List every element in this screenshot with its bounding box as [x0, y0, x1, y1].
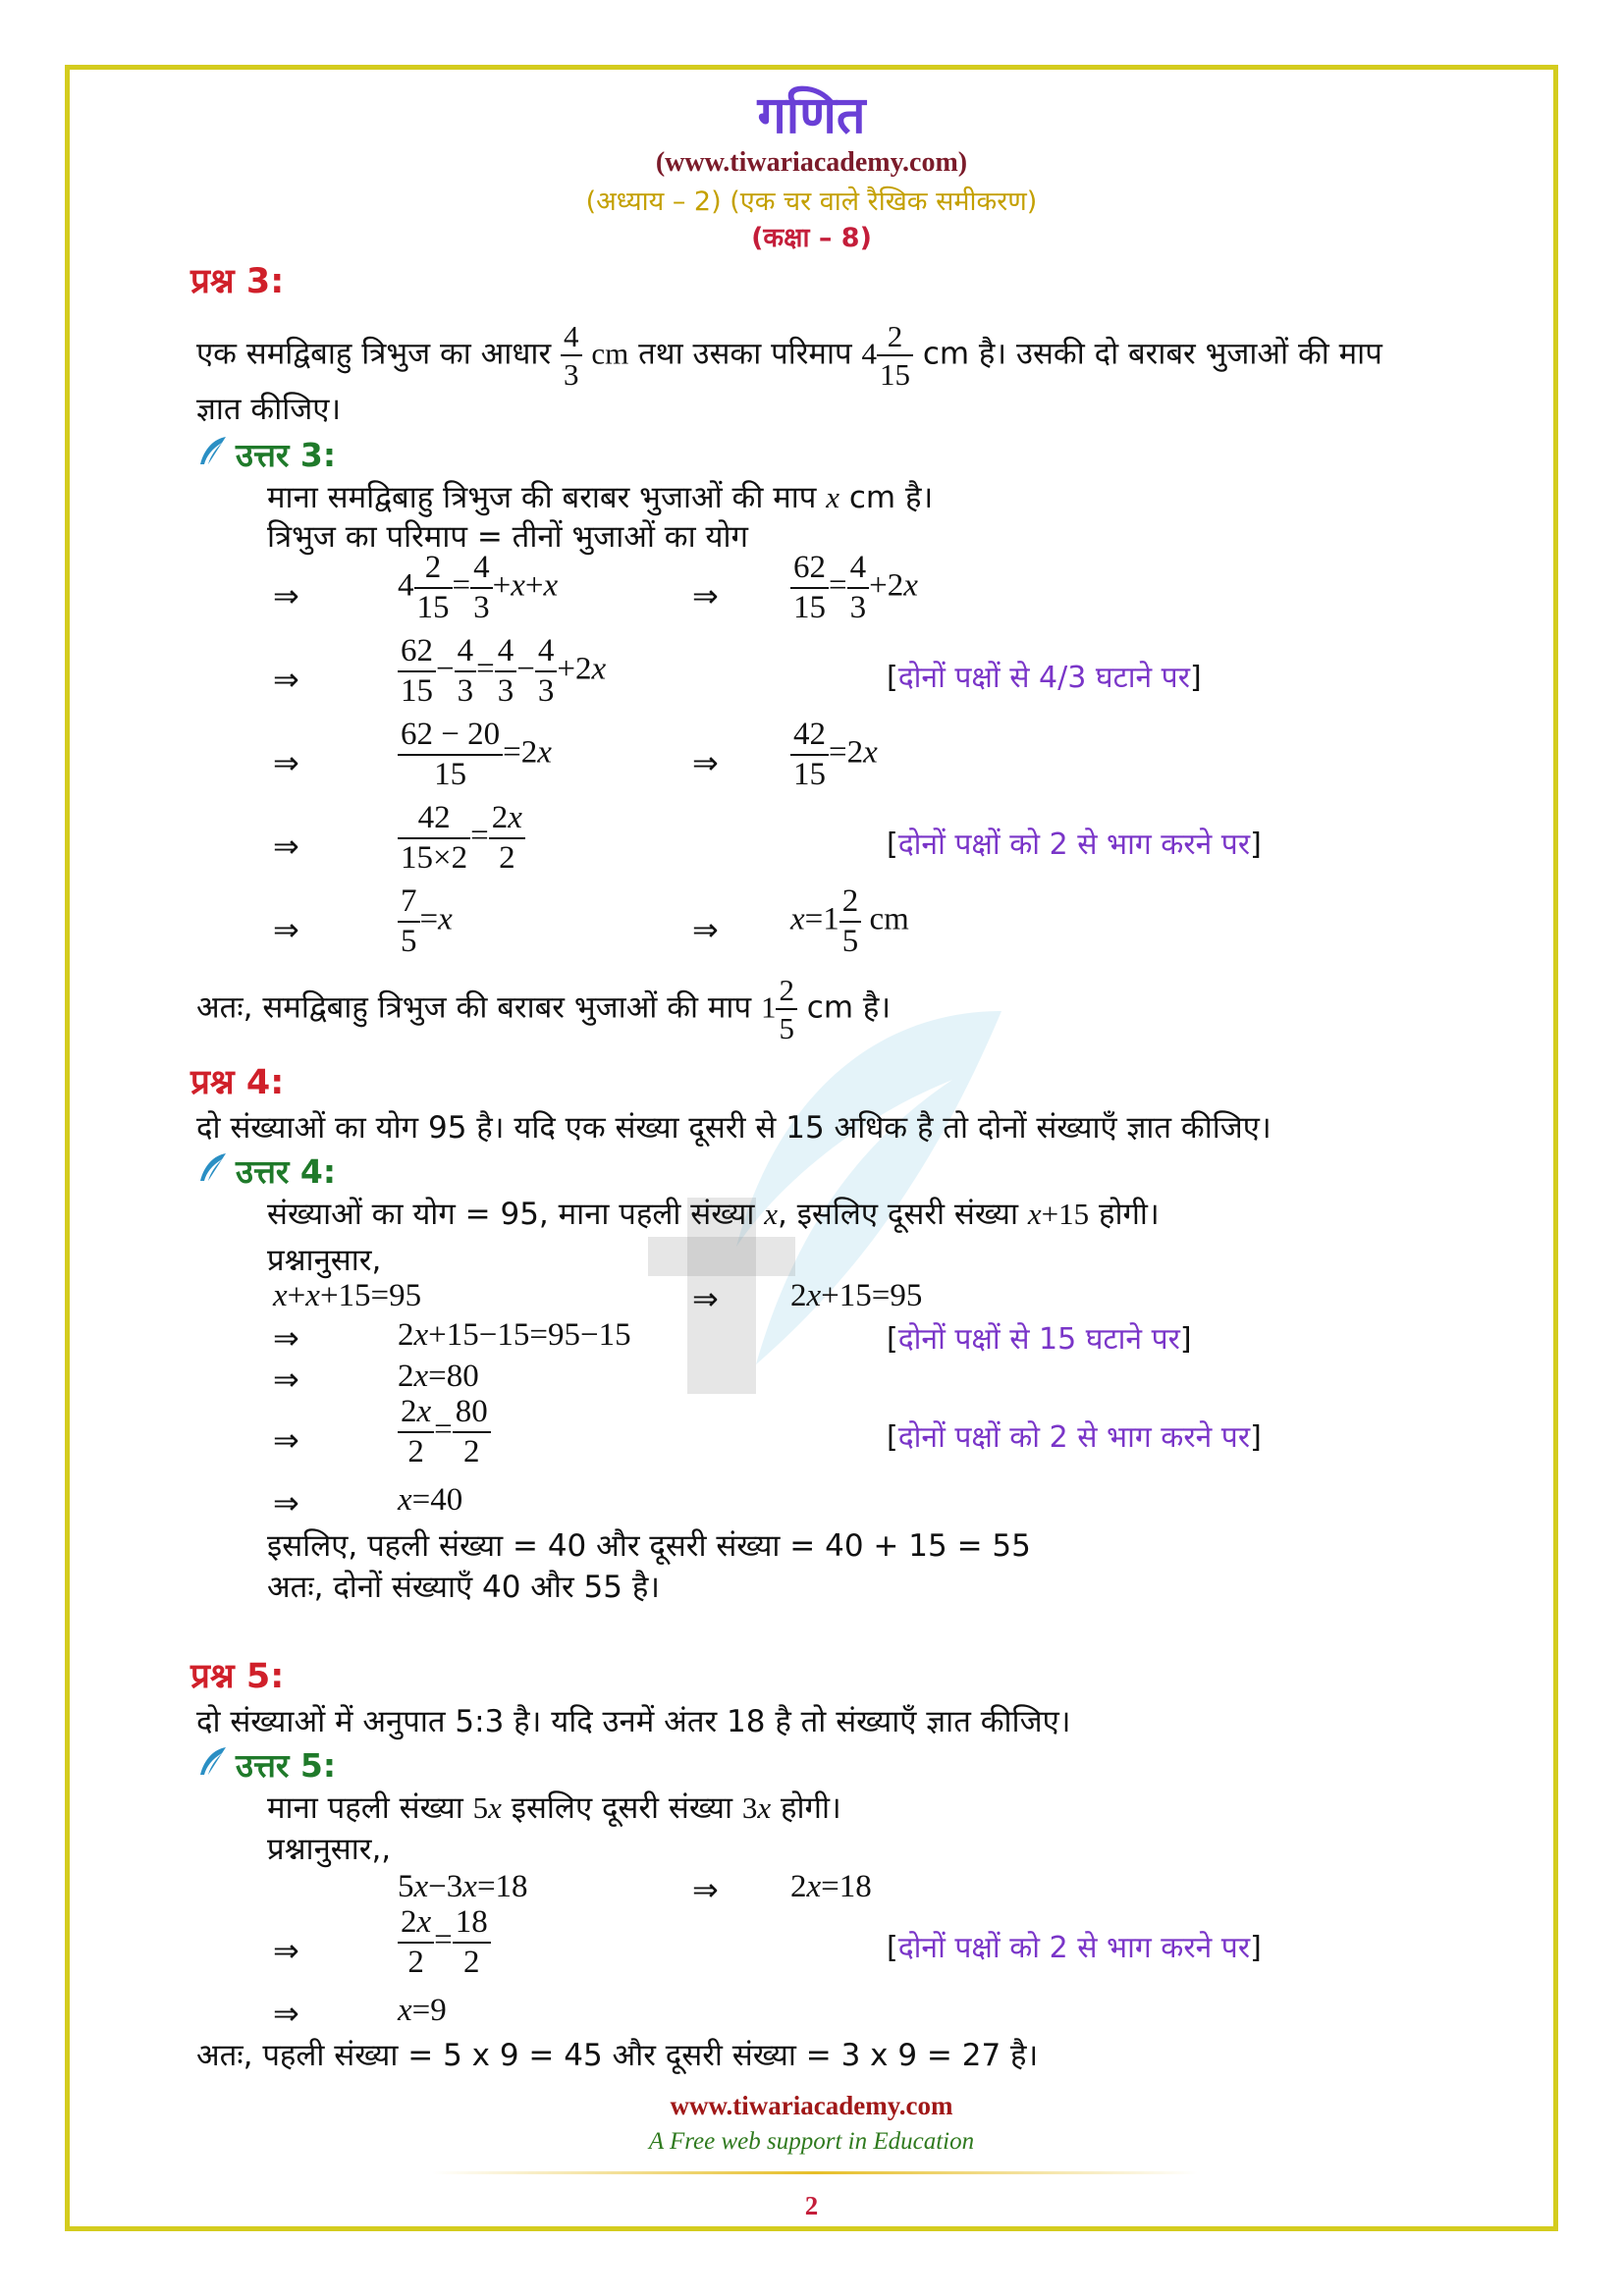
- a3-step5-right: x=1 $\frac{2}{5}$ cm: [790, 883, 909, 959]
- answer-4-result1: इसलिए, पहली संख्या = 40 और दूसरी संख्या = 40 + 15 = 55: [267, 1528, 1031, 1564]
- answer-3-line1: माना समद्विबाहु त्रिभुज की बराबर भुजाओं की माप x cm है।: [267, 480, 934, 515]
- answer-3-line2: त्रिभुज का परिमाप = तीनों भुजाओं का योग: [267, 519, 748, 555]
- page-title: गणित: [757, 86, 866, 145]
- implies-arrow: ⇒: [273, 577, 299, 614]
- a3-step4: $\frac{42}{15\times 2}$ = $\frac{2x}{2}$: [398, 802, 525, 875]
- implies-arrow: ⇒: [273, 744, 299, 781]
- a3-step3-right: $\frac{42}{15}$ =2x: [790, 719, 878, 791]
- a5-step1-left: 5x−3x=18: [398, 1869, 528, 1904]
- a4-step4: $\frac{2x}{2}$ = $\frac{80}{2}$: [398, 1396, 491, 1468]
- question-3-heading: प्रश्न 3:: [190, 262, 285, 301]
- a3-note1: [दोनों पक्षों से 4/3 घटाने पर]: [887, 661, 1202, 695]
- implies-arrow: ⇒: [273, 828, 299, 865]
- implies-arrow: ⇒: [273, 1995, 299, 2032]
- answer-5-line2: प्रश्नानुसार,,: [267, 1832, 392, 1867]
- answer-quill-icon: [196, 1745, 230, 1779]
- a3-step3-left: $\frac{62 - 20}{15}$ =2x: [398, 719, 552, 791]
- a4-step5: x=40: [398, 1482, 463, 1518]
- a3-step2: $\frac{62}{15}$ − $\frac{4}{3}$ = $\frac{4}{3}$ − $\frac{4}{3}$ +2x: [398, 635, 606, 708]
- implies-arrow: ⇒: [273, 1932, 299, 1969]
- footer-tagline: A Free web support in Education: [648, 2128, 975, 2155]
- answer-4-line1: संख्याओं का योग = 95, माना पहली संख्या x, इसलिए दूसरी संख्या x+15 होगी।: [267, 1197, 1160, 1232]
- a5-step3: x=9: [398, 1993, 447, 2028]
- a5-step2: $\frac{2x}{2}$ = $\frac{18}{2}$: [398, 1906, 491, 1979]
- answer-5-line1: माना पहली संख्या 5x इसलिए दूसरी संख्या 3x होगी।: [267, 1790, 841, 1826]
- answer-5-conclusion: अतः, पहली संख्या = 5 x 9 = 45 और दूसरी संख्या = 3 x 9 = 27 है।: [196, 2038, 1039, 2073]
- a5-step1-right: 2x=18: [790, 1869, 872, 1904]
- a3-note2: [दोनों पक्षों को 2 से भाग करने पर]: [887, 828, 1262, 862]
- class-label: (कक्षा – 8): [751, 223, 872, 253]
- a4-step2: 2x+15−15=95−15: [398, 1317, 631, 1353]
- answer-quill-icon: [196, 1151, 230, 1185]
- a3-step5-left: $\frac{7}{5}$ =x: [398, 885, 453, 958]
- chapter-title: (अध्याय – 2) (एक चर वाले रैखिक समीकरण): [585, 187, 1038, 217]
- page-number: 2: [804, 2191, 819, 2220]
- a5-note1: [दोनों पक्षों को 2 से भाग करने पर]: [887, 1931, 1262, 1965]
- a4-step1-right: 2x+15=95: [790, 1278, 923, 1313]
- implies-arrow: ⇒: [692, 577, 719, 614]
- a4-note1: [दोनों पक्षों से 15 घटाने पर]: [887, 1322, 1192, 1357]
- implies-arrow: ⇒: [273, 1361, 299, 1398]
- question-5-heading: प्रश्न 5:: [190, 1657, 285, 1696]
- implies-arrow: ⇒: [692, 744, 719, 781]
- implies-arrow: ⇒: [273, 1319, 299, 1357]
- implies-arrow: ⇒: [692, 1871, 719, 1908]
- answer-quill-icon: [196, 435, 230, 468]
- question-4-text: दो संख्याओं का योग 95 है। यदि एक संख्या दूसरी से 15 अधिक है तो दोनों संख्याएँ ज्ञात कीजिए।: [196, 1110, 1271, 1146]
- answer-3-heading: उत्तर 3:: [236, 436, 337, 474]
- answer-4-heading: उत्तर 4:: [236, 1152, 337, 1191]
- a3-step1-left: 4 $\frac{2}{15}$ = $\frac{4}{3}$ +x+x: [398, 550, 559, 625]
- a4-step3: 2x=80: [398, 1359, 479, 1394]
- implies-arrow: ⇒: [273, 911, 299, 948]
- footer-divider: [432, 2171, 1198, 2174]
- question-3-text-line2: ज्ञात कीजिए।: [196, 392, 342, 427]
- answer-3-conclusion: अतः, समद्विबाहु त्रिभुज की बराबर भुजाओं की माप 1 $\frac{2}{5}$ cm है।: [196, 973, 892, 1045]
- footer-url: www.tiwariacademy.com: [670, 2091, 953, 2120]
- question-5-text: दो संख्याओं में अनुपात 5:3 है। यदि उनमें अंतर 18 है तो संख्याएँ ज्ञात कीजिए।: [196, 1704, 1071, 1739]
- answer-5-heading: उत्तर 5:: [236, 1746, 337, 1785]
- implies-arrow: ⇒: [273, 1421, 299, 1459]
- a4-step1-left: x+x+15=95: [273, 1278, 422, 1313]
- implies-arrow: ⇒: [273, 1484, 299, 1522]
- answer-4-result2: अतः, दोनों संख्याएँ 40 और 55 है।: [267, 1570, 661, 1605]
- implies-arrow: ⇒: [692, 1280, 719, 1317]
- question-4-heading: प्रश्न 4:: [190, 1063, 285, 1102]
- implies-arrow: ⇒: [692, 911, 719, 948]
- answer-4-line2: प्रश्नानुसार,: [267, 1243, 382, 1278]
- header-url: (www.tiwariacademy.com): [655, 147, 968, 178]
- implies-arrow: ⇒: [273, 661, 299, 698]
- question-3-text-line1: एक समद्विबाहु त्रिभुज का आधार $\frac{4}{3}$ cm तथा उसका परिमाप 4 $\frac{2}{15}$ cm है। उसकी दो बराबर भुजाओं की माप: [196, 319, 1382, 392]
- a3-step1-right: $\frac{62}{15}$ = $\frac{4}{3}$ +2x: [790, 552, 918, 624]
- a4-note2: [दोनों पक्षों को 2 से भाग करने पर]: [887, 1420, 1262, 1455]
